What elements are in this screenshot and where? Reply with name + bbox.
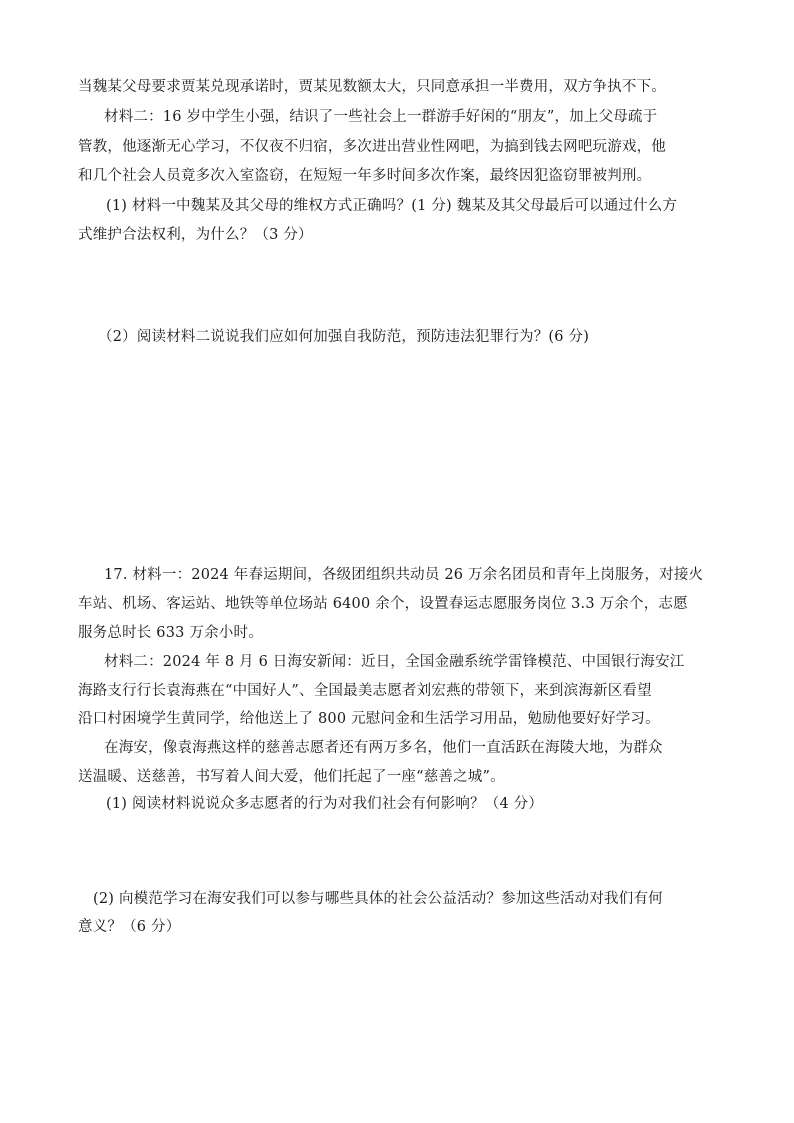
text-line: 海路支行行长袁海燕在“中国好人”、全国最美志愿者刘宏燕的带领下，来到滨海新区看望 [78, 683, 652, 699]
text-line: 沿口村困境学生黄同学，给他送上了 800 元慰问金和生活学习用品，勉励他要好好学习。 [78, 711, 660, 727]
question-17-2-line: (2) 向模范学习在海安我们可以参与哪些具体的社会公益活动？参加这些活动对我们有何 [93, 891, 663, 907]
question-17-line: 17. 材料一：2024 年春运期间，各级团组织共动员 26 万余名团员和青年上岗服务，对接火 [104, 567, 704, 583]
text-line: 当魏某父母要求贾某兑现承诺时，贾某见数额太大，只同意承担一半费用，双方争执不下。 [78, 79, 666, 95]
text-line: 材料二：16 岁中学生小强，结识了一些社会上一群游手好闲的“朋友”，加上父母疏于 [104, 109, 658, 125]
question-2-line: （2）阅读材料二说说我们应如何加强自我防范，预防违法犯罪行为？(6 分) [98, 329, 590, 345]
text-line: 和几个社会人员竟多次入室盗窃，在短短一年多时间多次作案，最终因犯盗窃罪被判刑。 [78, 168, 652, 184]
text-line: 车站、机场、客运站、地铁等单位场站 6400 余个，设置春运志愿服务岗位 3.3 万余个，志愿 [78, 596, 688, 612]
question-1-line: 式维护合法权利，为什么？（3 分） [78, 227, 313, 243]
question-1-line: (1) 材料一中魏某及其父母的维权方式正确吗？(1 分) 魏某及其父母最后可以通过什么方 [106, 198, 678, 214]
question-17-2-line: 意义？（6 分） [78, 919, 181, 935]
text-line: 管教，他逐渐无心学习，不仅夜不归宿，多次进出营业性网吧，为搞到钱去网吧玩游戏，他 [78, 139, 666, 155]
text-line: 在海安，像袁海燕这样的慈善志愿者还有两万多名，他们一直活跃在海陵大地，为群众 [104, 740, 663, 756]
text-line: 服务总时长 633 万余小时。 [78, 625, 263, 641]
text-line: 送温暖、送慈善，书写着人间大爱，他们托起了一座“慈善之城”。 [78, 769, 505, 785]
text-line: 材料二：2024 年 8 月 6 日海安新闻：近日，全国金融系统学雷锋模范、中国银行海安江 [104, 654, 685, 670]
question-17-1-line: (1) 阅读材料说说众多志愿者的行为对我们社会有何影响？（4 分） [106, 796, 544, 812]
